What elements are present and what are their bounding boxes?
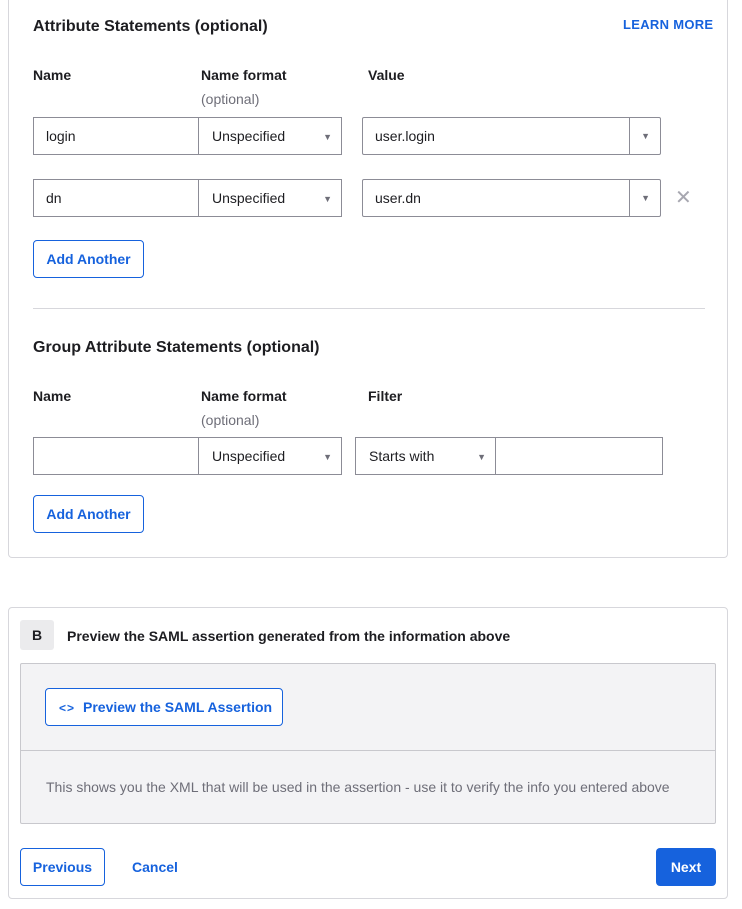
group-format-select[interactable] [198, 437, 342, 475]
group-name-input[interactable] [33, 437, 199, 475]
group-col-name-format: Name format [201, 388, 287, 404]
preview-box [20, 663, 716, 824]
combo-divider [629, 118, 630, 154]
section-divider [33, 308, 705, 309]
group-attribute-statements-title: Group Attribute Statements (optional) [33, 339, 320, 356]
attr-format-select-value: Unspecified [212, 190, 286, 206]
attr-format-select-value: Unspecified [212, 128, 286, 144]
attr-name-input[interactable] [33, 179, 199, 217]
preview-panel [8, 607, 728, 899]
group-col-name-format-sub: (optional) [201, 412, 260, 428]
attr-format-select[interactable] [198, 117, 342, 155]
previous-button[interactable]: Previous [20, 848, 105, 886]
learn-more-link[interactable]: LEARN MORE [623, 17, 714, 32]
cancel-button[interactable]: Cancel [132, 859, 178, 875]
next-button[interactable]: Next [656, 848, 716, 886]
group-add-another-button[interactable]: Add Another [33, 495, 144, 533]
preview-divider [21, 750, 715, 751]
preview-saml-assertion-button[interactable] [45, 688, 283, 726]
attr-add-another-button[interactable]: Add Another [33, 240, 144, 278]
attribute-statements-title: Attribute Statements (optional) [33, 18, 268, 35]
group-format-select-value: Unspecified [212, 448, 286, 464]
preview-button-label: Preview the SAML Assertion [83, 699, 273, 715]
step-badge: B [20, 620, 54, 650]
caret-down-icon: ▼ [477, 452, 486, 462]
attr-col-name-format-sub: (optional) [201, 91, 260, 107]
attr-format-select[interactable] [198, 179, 342, 217]
preview-note: This shows you the XML that will be used in the assertion - use it to verify the info you entered above [46, 779, 670, 795]
attr-value-text: user.login [375, 128, 435, 144]
preview-section-title: Preview the SAML assertion generated from the information above [67, 628, 511, 644]
group-filter-value-input[interactable] [495, 437, 663, 475]
attr-col-name-format: Name format [201, 67, 287, 83]
caret-down-icon: ▼ [323, 132, 332, 142]
attr-value-combobox[interactable] [362, 179, 661, 217]
group-col-filter: Filter [368, 388, 403, 404]
caret-down-icon: ▼ [323, 194, 332, 204]
caret-down-icon[interactable]: ▼ [641, 131, 650, 141]
attr-value-combobox[interactable] [362, 117, 661, 155]
group-filter-type-select[interactable] [355, 437, 496, 475]
attr-col-name: Name [33, 67, 72, 83]
caret-down-icon[interactable]: ▼ [641, 193, 650, 203]
group-col-name: Name [33, 388, 72, 404]
code-icon: <> [59, 701, 76, 715]
attr-col-value: Value [368, 67, 405, 83]
group-filter-type-value: Starts with [369, 448, 435, 464]
attr-value-text: user.dn [375, 190, 421, 206]
caret-down-icon: ▼ [323, 452, 332, 462]
attr-name-input[interactable] [33, 117, 199, 155]
combo-divider [629, 180, 630, 216]
attribute-statements-panel [8, 0, 728, 558]
remove-row-icon[interactable]: ✕ [675, 187, 692, 209]
